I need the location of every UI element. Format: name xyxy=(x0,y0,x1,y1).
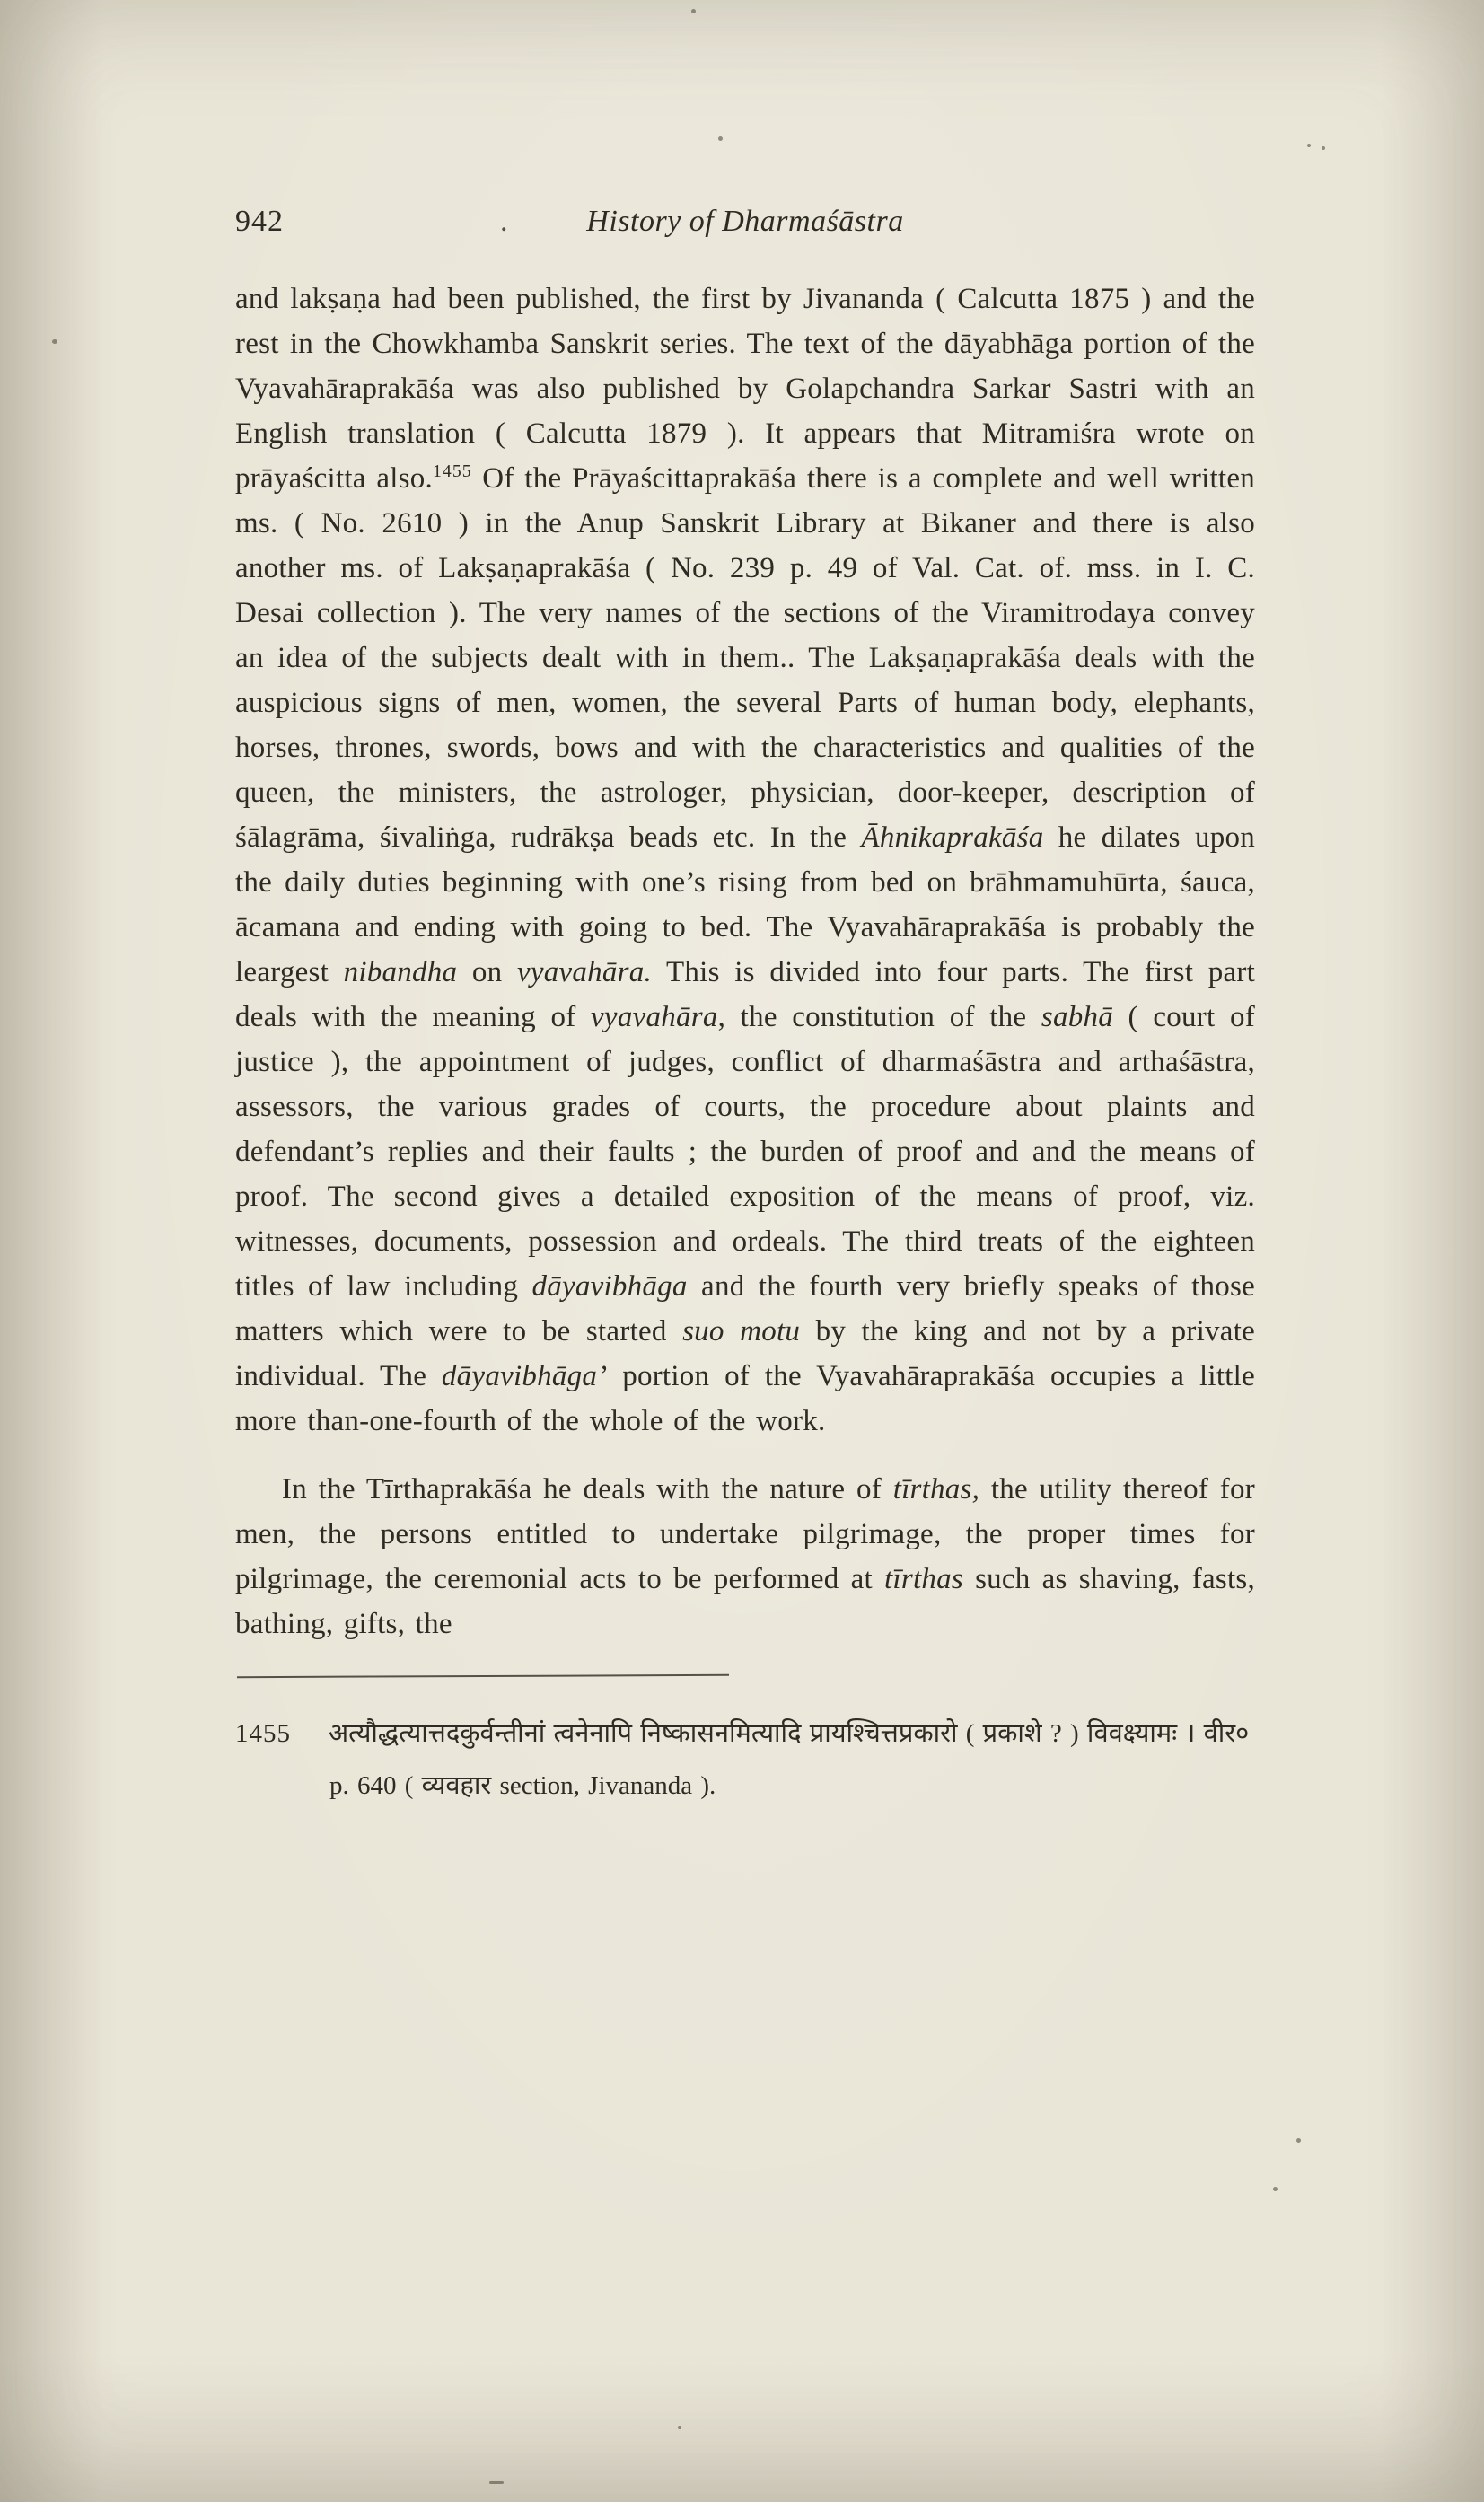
body-paragraph-2 xyxy=(235,1467,1255,1646)
text-segment: such as shaving, fasts, bathing, gifts, the xyxy=(235,1563,1255,1640)
scan-speck xyxy=(678,2426,681,2429)
text-segment: tīrthas xyxy=(884,1563,963,1595)
page-number: 942 xyxy=(235,205,284,238)
body-paragraph-1 xyxy=(235,277,1255,1444)
text-segment: tīrthas, xyxy=(892,1473,980,1506)
text-segment: ( court of justice ), the appointment of judges, conflict of dharmaśāstra and arthaśāstra, assessors, the various grades of courts, the procedure about plaints and defendant’s replies and their faults ; the burden of proof and and the means of proof. The second gives a detailed exposition of the means of proof, viz. witnesses, documents, possession and ordeals. The third treats of the eighteen titles of law including xyxy=(235,1001,1255,1303)
running-title: History of Dharmaśāstra xyxy=(586,205,904,238)
text-segment: vyavahāra. xyxy=(516,956,653,988)
text-segment: and the fourth very briefly speaks of those matters which were to be started xyxy=(235,1270,1255,1348)
text-segment: on xyxy=(457,956,517,988)
text-segment: the utility thereof for men, the persons entitled to undertake pilgrimage, the proper times for pilgrimage, the ceremonial acts to be performed at xyxy=(235,1473,1255,1595)
scan-speck xyxy=(1273,2187,1278,2191)
footnote xyxy=(235,1708,1255,1812)
text-segment: vyavahāra xyxy=(591,1001,718,1033)
text-segment: अत्यौद्धत्यात्तदकुर्वन्तीनां त्वनेनापि निष्कासनमित्यादि प्रायश्चित्तप्रकारो ( प्रकाशे ? ) विवक्ष्यामः । वीर० p. 640 ( व्यवहार section, Jivananda ). xyxy=(329,1719,1250,1800)
scan-speck xyxy=(718,136,723,141)
text-segment: dāyavibhāga’ xyxy=(441,1360,608,1392)
text-segment: dāyavibhāga xyxy=(531,1270,688,1303)
text-segment: nibandha xyxy=(343,956,458,988)
footnote-text xyxy=(329,1719,1249,1800)
footnote-separator xyxy=(237,1674,729,1678)
scan-speck xyxy=(1307,144,1311,147)
text-segment: sabhā xyxy=(1041,1001,1113,1033)
footnote-reference: 1455 xyxy=(433,461,472,481)
scan-speck: . xyxy=(500,205,508,238)
text-segment: and lakṣaṇa had been published, the first by Jivananda ( Calcutta 1875 ) and the rest in the Chowkhamba Sanskrit series. The text of the dāyabhāga portion of the Vyavahāraprakāśa was also published by Golapchandra Sarkar Sastri with an English translation ( Calcutta 1879 ). It appears that Mitramiśra wrote on prāyaścitta also. xyxy=(235,283,1255,495)
scan-speck xyxy=(52,339,57,344)
scan-speck xyxy=(1296,2138,1301,2143)
text-segment: Of the Prāyaścittaprakāśa there is a complete and well written ms. ( No. 2610 ) in the Anup Sanskrit Library at Bikaner and there is also another ms. of Lakṣaṇaprakāśa ( No. 239 p. 49 of Val. Cat. of. mss. in I. C. Desai collection ). The very names of the sections of the Viramitrodaya convey an idea of the subjects dealt with in them.. The Lakṣaṇaprakāśa deals with the auspicious signs of men, women, the several Parts of human body, elephants, horses, thrones, swords, bows and with the characteristics and qualities of the queen, the ministers, the astrologer, physician, door-keeper, description of śālagrāma, śivaliṅga, rudrākṣa beads etc. In the xyxy=(235,462,1255,854)
scan-speck xyxy=(1322,146,1325,150)
text-segment: he dilates upon the daily duties beginning with one’s rising from bed on brāhmamuhūrta, śauca, ācamana and ending with going to bed. The Vyavahāraprakāśa is probably the leargest xyxy=(235,821,1255,988)
running-header xyxy=(235,199,1255,244)
text-segment: portion of the Vyavahāraprakāśa occupies a little more than-one-fourth of the whole of the work. xyxy=(235,1360,1255,1437)
scan-speck xyxy=(691,9,696,13)
scan-speck xyxy=(489,2481,504,2484)
text-segment: suo motu xyxy=(682,1315,801,1348)
text-segment: by the king and not by a private individual. The xyxy=(235,1315,1256,1392)
text-segment: Āhnikaprakāśa xyxy=(861,821,1044,854)
text-segment: , the constitution of the xyxy=(717,1001,1041,1033)
footnote-number: 1455 xyxy=(235,1719,291,1748)
text-segment: This is divided into four parts. The first part deals with the meaning of xyxy=(235,956,1256,1033)
page-content xyxy=(235,199,1255,1812)
text-segment: In the Tīrthaprakāśa he deals with the nature of xyxy=(282,1473,893,1506)
